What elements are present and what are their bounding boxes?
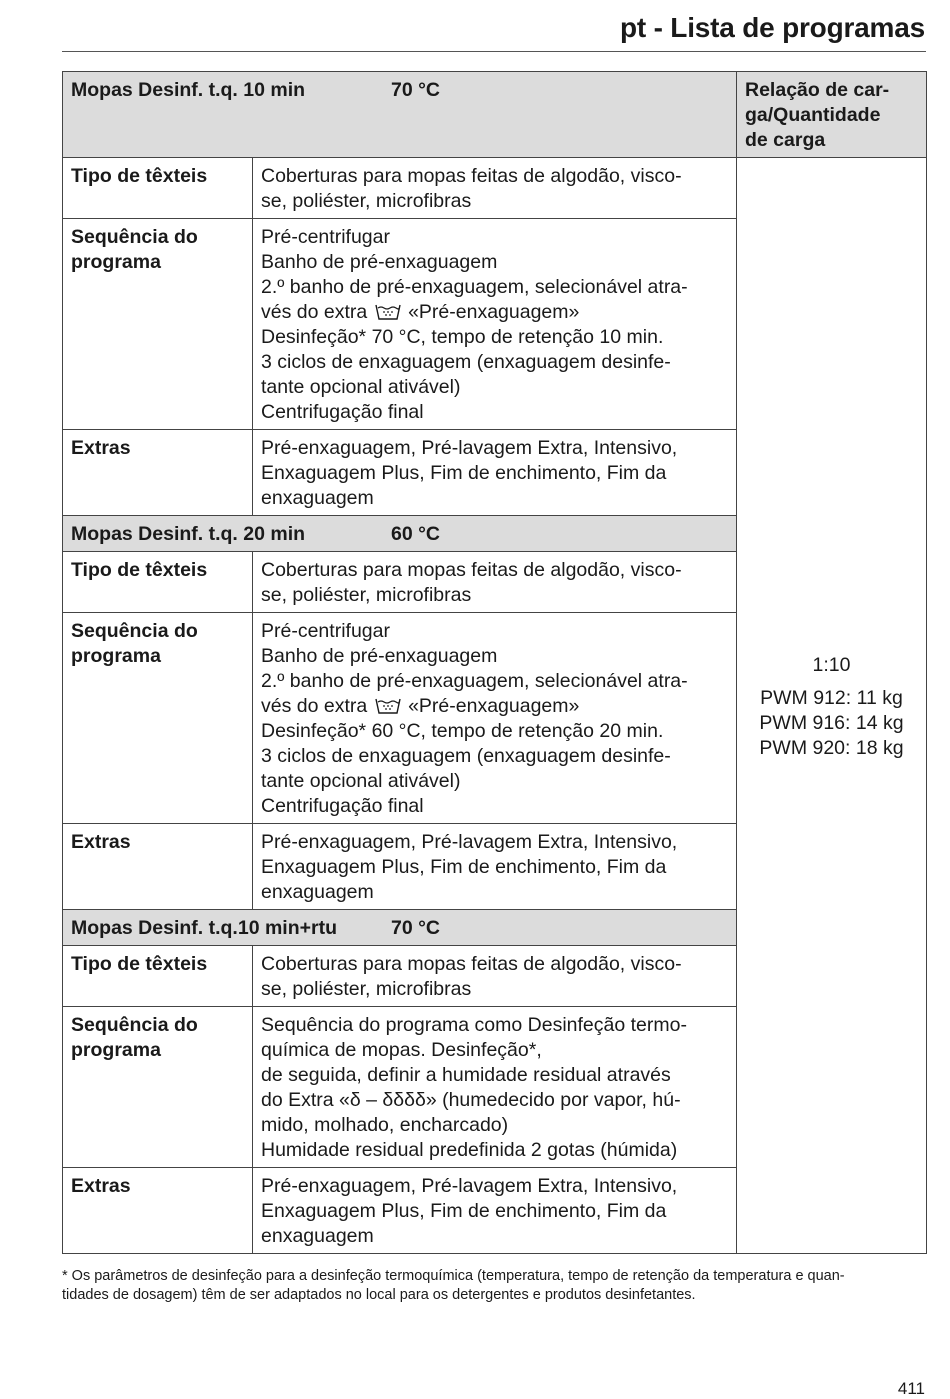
- text-line: Banho de pré-enxaguagem: [261, 251, 498, 273]
- model-capacity: PWM 916: 14 kg: [759, 711, 904, 734]
- textiles-label: Tipo de têxteis: [63, 946, 253, 1007]
- text-line: Centrifugação final: [261, 401, 424, 423]
- label-line: Sequência do: [71, 620, 198, 642]
- page-number: 411: [897, 1379, 925, 1398]
- sequence-label: [63, 613, 253, 824]
- label-line: programa: [71, 645, 161, 667]
- program-name: Mopas Desinf. t.q.10 min+rtu: [71, 917, 338, 939]
- program-temperature: 60 °C: [391, 523, 440, 545]
- header-divider: [62, 51, 926, 52]
- ratio-header-line: ga/Quantidade: [745, 104, 881, 126]
- text-line: Desinfeção* 70 °C, tempo de retenção 10 min.: [261, 326, 664, 348]
- text-line: Humidade residual predefinida 2 gotas (húmida): [261, 1139, 678, 1161]
- text-fragment: «Pré-enxaguagem»: [408, 301, 580, 323]
- sequence-value: [253, 219, 737, 430]
- text-fragment: vés do extra: [261, 301, 368, 323]
- text-line: se, poliéster, microfibras: [261, 584, 472, 606]
- text-line: tante opcional ativável): [261, 376, 461, 398]
- textiles-value: [253, 158, 737, 219]
- text-line: enxaguagem: [261, 1225, 374, 1247]
- text-line: do Extra «δ – δδδδ» (humedecido por vapor, hú-: [261, 1089, 681, 1111]
- text-line: Coberturas para mopas feitas de algodão, visco-: [261, 559, 682, 581]
- section-header: [63, 72, 737, 158]
- load-ratio-cell: [737, 158, 927, 1254]
- text-line: Pré-enxaguagem, Pré-lavagem Extra, Intensivo,: [261, 1175, 678, 1197]
- text-line: enxaguagem: [261, 881, 374, 903]
- sequence-label: [63, 219, 253, 430]
- text-line: Pré-centrifugar: [261, 226, 390, 248]
- text-line: 2.º banho de pré-enxaguagem, selecionável atra-: [261, 670, 688, 692]
- text-line: Enxaguagem Plus, Fim de enchimento, Fim da: [261, 856, 667, 878]
- text-line: mido, molhado, encharcado): [261, 1114, 509, 1136]
- sequence-value: [253, 613, 737, 824]
- text-line: 2.º banho de pré-enxaguagem, selecionável atra-: [261, 276, 688, 298]
- textiles-value: [253, 946, 737, 1007]
- extras-value: [253, 1168, 737, 1254]
- program-temperature: 70 °C: [391, 917, 440, 939]
- text-line: Pré-centrifugar: [261, 620, 390, 642]
- extras-value: [253, 430, 737, 516]
- text-line: enxaguagem: [261, 487, 374, 509]
- text-line: tante opcional ativável): [261, 770, 461, 792]
- section-header: [63, 910, 737, 946]
- sequence-value: [253, 1007, 737, 1168]
- text-line: Banho de pré-enxaguagem: [261, 645, 498, 667]
- label-line: programa: [71, 251, 161, 273]
- text-fragment: vés do extra: [261, 695, 368, 717]
- extras-value: [253, 824, 737, 910]
- footnote: [62, 1267, 926, 1305]
- prewash-tub-icon: [375, 303, 401, 321]
- section-header-row: [63, 72, 927, 158]
- model-capacity: PWM 920: 18 kg: [759, 736, 904, 759]
- program-name: Mopas Desinf. t.q. 10 min: [71, 79, 306, 101]
- text-line: Enxaguagem Plus, Fim de enchimento, Fim da: [261, 1200, 667, 1222]
- text-line: de seguida, definir a humidade residual através: [261, 1064, 671, 1086]
- text-line: Coberturas para mopas feitas de algodão, visco-: [261, 165, 682, 187]
- text-line: se, poliéster, microfibras: [261, 190, 472, 212]
- text-line: Centrifugação final: [261, 795, 424, 817]
- footnote-line: * Os parâmetros de desinfeção para a desinfeção termoquímica (temperatura, tempo de retenção da temperatura e quan-: [62, 1268, 845, 1284]
- table-row: [63, 158, 927, 219]
- ratio-header-line: de carga: [745, 129, 826, 151]
- textiles-label: Tipo de têxteis: [63, 158, 253, 219]
- text-line: Desinfeção* 60 °C, tempo de retenção 20 min.: [261, 720, 664, 742]
- extras-label: Extras: [63, 824, 253, 910]
- text-line: se, poliéster, microfibras: [261, 978, 472, 1000]
- footnote-line: tidades de dosagem) têm de ser adaptados no local para os detergentes e produtos desinfetantes.: [62, 1287, 696, 1303]
- text-line: Enxaguagem Plus, Fim de enchimento, Fim da: [261, 462, 667, 484]
- ratio-header-line: Relação de car-: [745, 79, 890, 101]
- text-line: Coberturas para mopas feitas de algodão, visco-: [261, 953, 682, 975]
- text-line: [261, 694, 728, 719]
- text-line: 3 ciclos de enxaguagem (enxaguagem desinfe-: [261, 351, 671, 373]
- text-line: Pré-enxaguagem, Pré-lavagem Extra, Intensivo,: [261, 437, 678, 459]
- prewash-tub-icon: [375, 697, 401, 715]
- program-temperature: 70 °C: [391, 79, 440, 101]
- label-line: Sequência do: [71, 1014, 198, 1036]
- textiles-value: [253, 552, 737, 613]
- page-title: pt - Lista de programas: [619, 12, 925, 43]
- text-line: [261, 300, 728, 325]
- sequence-label: [63, 1007, 253, 1168]
- text-line: Sequência do programa como Desinfeção termo-: [261, 1014, 687, 1036]
- load-ratio-value: 1:10: [812, 653, 851, 676]
- text-line: Pré-enxaguagem, Pré-lavagem Extra, Intensivo,: [261, 831, 678, 853]
- load-ratio-header: [737, 72, 927, 158]
- model-capacity: PWM 912: 11 kg: [760, 686, 903, 709]
- text-line: 3 ciclos de enxaguagem (enxaguagem desinfe-: [261, 745, 671, 767]
- extras-label: Extras: [63, 430, 253, 516]
- text-line: química de mopas. Desinfeção*,: [261, 1039, 542, 1061]
- label-line: Sequência do: [71, 226, 198, 248]
- program-name: Mopas Desinf. t.q. 20 min: [71, 523, 306, 545]
- label-line: programa: [71, 1039, 161, 1061]
- textiles-label: Tipo de têxteis: [63, 552, 253, 613]
- program-table: [62, 71, 927, 1254]
- text-fragment: «Pré-enxaguagem»: [408, 695, 580, 717]
- extras-label: Extras: [63, 1168, 253, 1254]
- section-header: [63, 516, 737, 552]
